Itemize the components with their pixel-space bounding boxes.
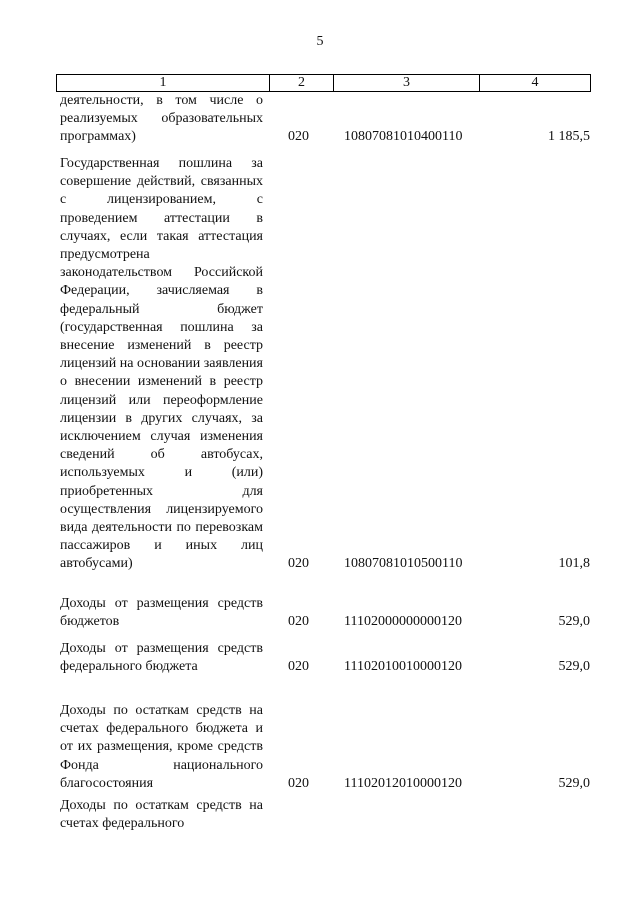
row-kbk: 11102012010000120 — [344, 775, 462, 791]
row-description: Государственная пошлина за совершение действий, связанных с лицензированием, с проведением аттестации в случаях, если такая аттестация предусмотрена законодательством Российской Федерации, зачисляемая в федеральный бюджет (государственная пошлина за внесение изменений в реестр лицензий на основании заявления о внесении изменений в реестр лицензий или переоформление лицензии в других случаях, за исключением случая изменения сведений об автобусах, используемых и (или) приобретенных для осуществления лицензируемого вида деятельности по перевозкам пассажиров и иных лиц автобусами) — [60, 156, 263, 572]
row-admin-code: 020 — [288, 129, 309, 145]
row-amount: 529,0 — [558, 659, 590, 675]
header-col-3: 3 — [334, 75, 480, 91]
row-amount: 1 185,5 — [548, 129, 590, 145]
table-header — [56, 74, 591, 92]
table-row — [60, 595, 590, 631]
row-amount: 101,8 — [558, 556, 590, 572]
table-row — [60, 92, 590, 147]
row-admin-code: 020 — [288, 556, 309, 572]
row-description: Доходы от размещения средств федерального бюджета — [60, 641, 263, 675]
table-row — [60, 155, 590, 574]
row-admin-code: 020 — [288, 659, 309, 675]
row-admin-code: 020 — [288, 775, 309, 791]
row-admin-code: 020 — [288, 614, 309, 630]
table-row — [60, 640, 590, 676]
row-description: деятельности, в том числе о реализуемых образовательных программах) — [60, 93, 263, 145]
page-number: 5 — [316, 34, 324, 49]
row-description: Доходы по остаткам средств на счетах федерального бюджета и от их размещения, кроме средств Фонда национального благосостояния — [60, 703, 263, 791]
row-description: Доходы от размещения средств бюджетов — [60, 596, 263, 630]
row-kbk: 10807081010500110 — [344, 556, 463, 572]
header-col-1: 1 — [57, 75, 270, 91]
row-kbk: 10807081010400110 — [344, 129, 463, 145]
row-description: Доходы по остаткам средств на счетах федерального — [60, 798, 263, 832]
header-col-2: 2 — [270, 75, 334, 91]
header-col-4: 4 — [531, 75, 539, 90]
row-kbk: 11102000000000120 — [344, 614, 462, 630]
table-row — [60, 797, 590, 833]
row-kbk: 11102010010000120 — [344, 659, 462, 675]
row-amount: 529,0 — [558, 775, 590, 791]
table-row — [60, 702, 590, 793]
row-amount: 529,0 — [558, 614, 590, 630]
